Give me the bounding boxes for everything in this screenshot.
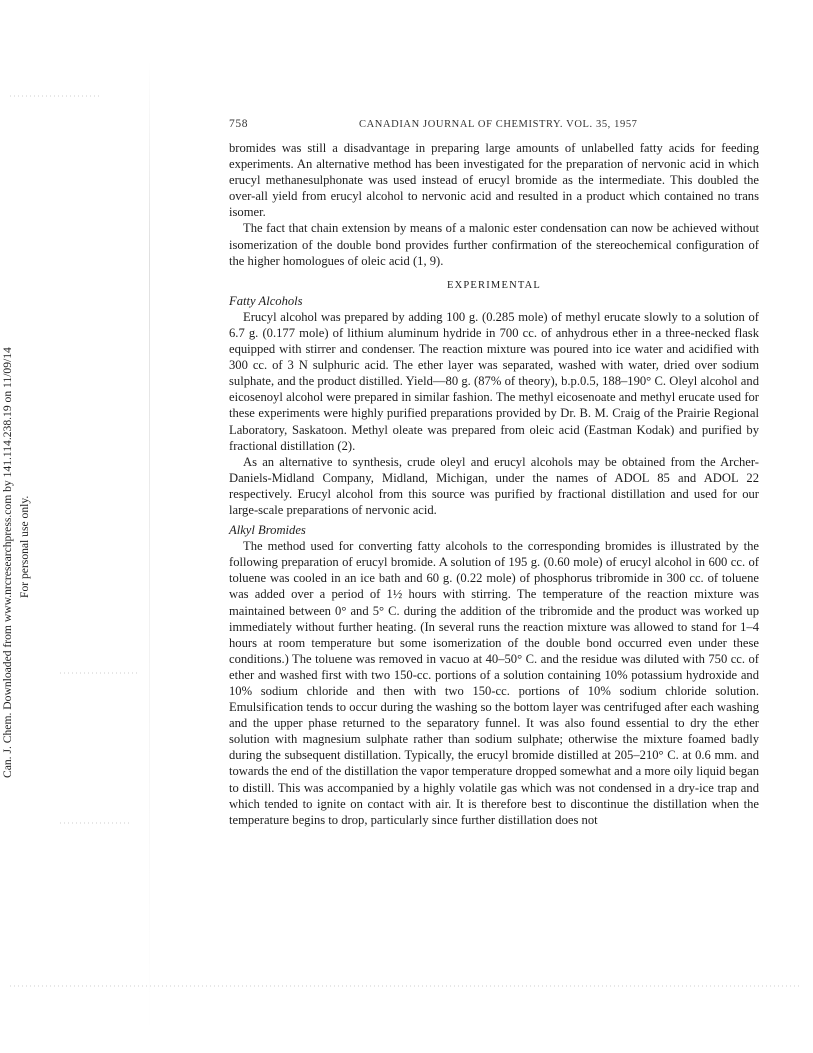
paragraph-commercial-alcohols: As an alternative to synthesis, crude oleyl and erucyl alcohols may be obtained from the Archer-Daniels-Midland Company, Midland, Michigan, under the names of ADOL 85 and ADOL 22 respectively. Erucyl alcohol from this source was purified by fractional distillation and used for our large-scale preparations of nervonic acid. [229,454,759,517]
article-body [229,140,759,828]
section-heading-experimental: EXPERIMENTAL [446,279,542,291]
scan-speckle [10,95,100,97]
journal-page [229,118,759,828]
paragraph-chain-extension: The fact that chain extension by means of a malonic ester condensation can now be achieved without isomerization of the double bond provides further confirmation of the stereochemical configuration of the higher homologues of oleic acid (1, 9). [229,221,759,268]
subheading-fatty-alcohols: Fatty Alcohols [229,293,303,308]
download-watermark [1,258,41,778]
paragraph-bromide-method: The method used for converting fatty alcohols to the corresponding bromides is illustrated by the following preparation of erucyl bromide. A solution of 195 g. (0.60 mole) of erucyl alcohol in 600 cc. of toluene was cooled in an ice bath and 60 g. (0.22 mole) of phosphorus tribromide in 300 cc. of toluene was added over a period of 1½ hours with stirring. The temperature of the reaction mixture was maintained between 0° and 5° C. during the addition of the tribromide and the product was worked up immediately without further heating. (In several runs the reaction mixture was allowed to stand for 1–4 hours at room temperature but some isomerization of the double bond occurred even under these conditions.) The toluene was removed in vacuo at 40–50° C. and the residue was diluted with 750 cc. of ether and washed first with two 150-cc. portions of a solution containing 10% potassium hydroxide and 10% sodium chloride and then with two 150-cc. portions of 10% sodium chloride solution. Emulsification tends to occur during the washing so the bottom layer was centrifuged after each washing and the upper phase returned to the separatory funnel. It was also found essential to dry the ether solution with magnesium sulphate rather than sodium sulphate; otherwise the mixture foamed badly during the subsequent distillation. Typically, the erucyl bromide distilled at 205–210° C. at 0.6 mm. and towards the end of the distillation the vapor temperature dropped somewhat and a more oily liquid began to distill. This was accompanied by a highly volatile gas which was not condensed in a dry-ice trap and which tended to ignite on contact with air. It is therefore best to discontinue the distillation when the temperature begins to drop, particularly since further distillation does not [229,539,759,827]
scan-speckle [10,985,800,987]
journal-title: CANADIAN JOURNAL OF CHEMISTRY. VOL. 35, 1957 [359,119,638,130]
watermark-line-source: Can. J. Chem. Downloaded from www.nrcresearchpress.com by 141.114.238.19 on 11/09/14 [1,347,14,778]
scan-speckle [60,822,130,824]
watermark-line-use: For personal use only. [18,495,31,598]
paragraph-erucyl-alcohol-prep: Erucyl alcohol was prepared by adding 100 g. (0.285 mole) of methyl erucate slowly to a solution of 6.7 g. (0.177 mole) of lithium aluminum hydride in 700 cc. of anhydrous ether in a three-necked flask equipped with stirrer and condenser. The reaction mixture was poured into ice water and acidified with 300 cc. of 3 N sulphuric acid. The ether layer was separated, washed with water, dried over sodium sulphate, and the product distilled. Yield—80 g. (87% of theory), b.p.0.5, 188–190° C. Oleyl alcohol and eicosenoyl alcohol were prepared in similar fashion. The methyl eicosenoate and methyl erucate used for these experiments were highly purified preparations provided by Dr. B. M. Craig of the Prairie Regional Laboratory, Saskatoon. Methyl oleate was prepared from oleic acid (Eastman Kodak) and purified by fractional distillation (2). [229,309,759,453]
page-number: 758 [229,118,249,130]
scan-margin-shadow [149,60,150,1040]
scan-speckle [60,672,140,674]
running-header [229,118,759,134]
subheading-alkyl-bromides: Alkyl Bromides [229,523,306,538]
paragraph-intro-continued: bromides was still a disadvantage in preparing large amounts of unlabelled fatty acids for feeding experiments. An alternative method has been investigated for the preparation of nervonic acid in which erucyl methanesulphonate was used instead of erucyl bromide as the intermediate. This doubled the over-all yield from erucyl alcohol to nervonic acid and resulted in a product which contained no trans isomer. [229,141,759,220]
